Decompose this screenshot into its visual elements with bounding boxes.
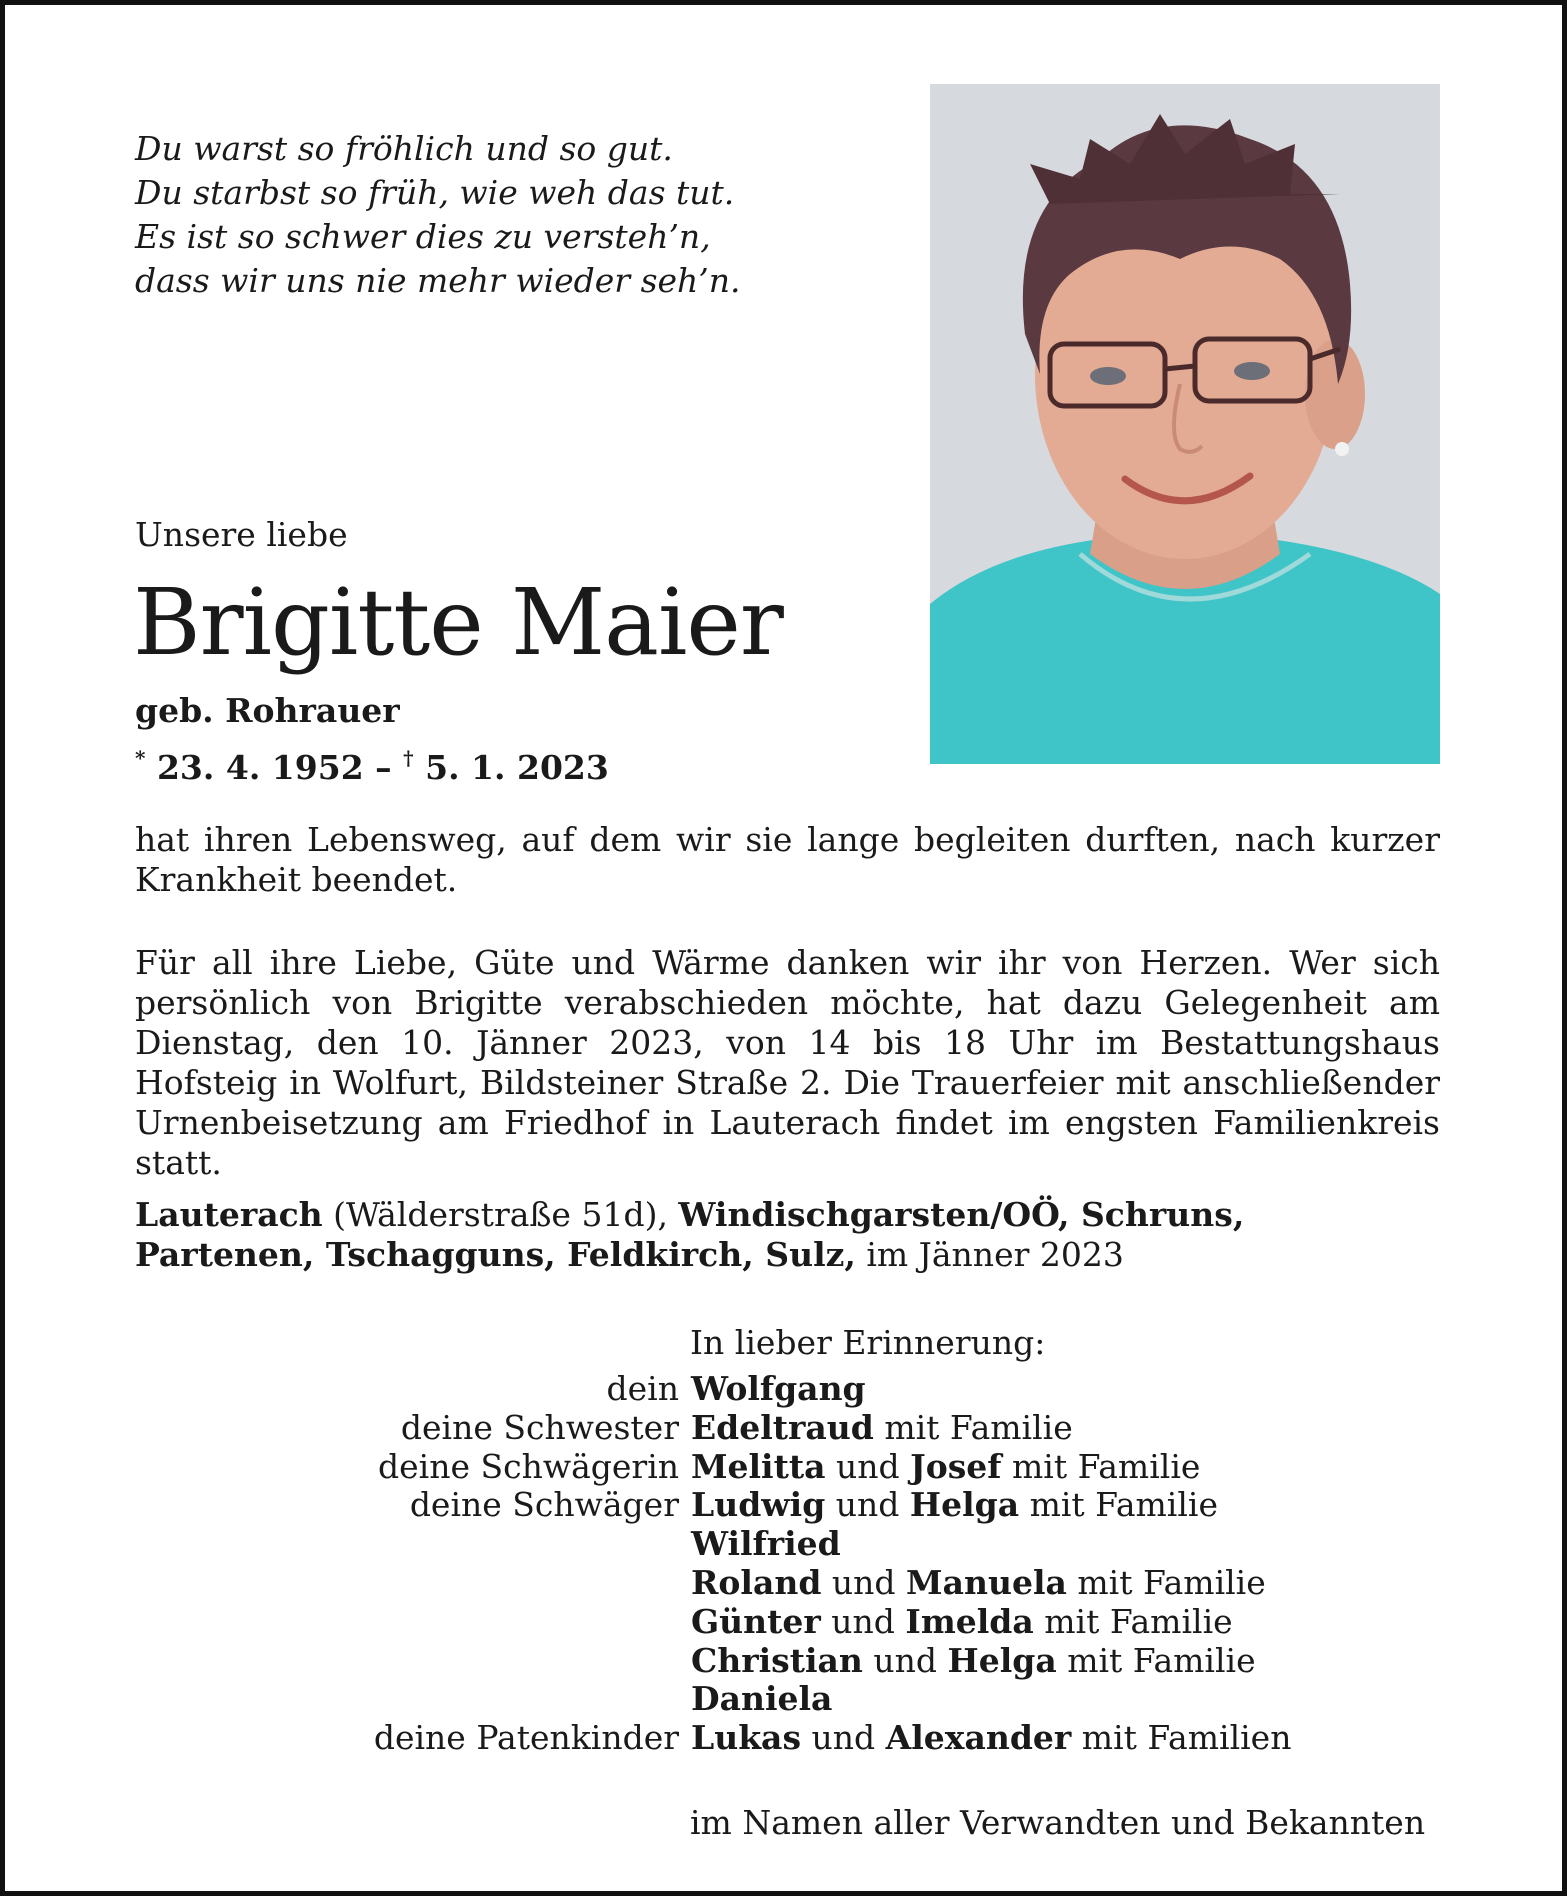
family-member-name: Wolfgang	[691, 1369, 866, 1408]
family-member-name: Roland	[691, 1562, 822, 1602]
places-line-1	[135, 1195, 1244, 1235]
family-row	[205, 1564, 1291, 1603]
family-connector: und	[801, 1718, 886, 1758]
family-members	[691, 1642, 1256, 1681]
family-relation	[205, 1564, 691, 1603]
family-member-name: Günter	[691, 1601, 821, 1641]
maiden-name: geb. Rohrauer	[135, 691, 400, 730]
death-symbol: †	[403, 746, 414, 770]
family-member-name: Manuela	[906, 1562, 1067, 1602]
family-connector: und	[825, 1485, 910, 1525]
family-row	[205, 1486, 1291, 1525]
family-member-name: Josef	[910, 1446, 1002, 1486]
family-connector: mit Familien	[1071, 1718, 1292, 1758]
family-row	[205, 1525, 1291, 1564]
family-row	[205, 1409, 1291, 1448]
paragraph-farewell: Für all ihre Liebe, Güte und Wärme danken wir ihr von Herzen. Wer sich persönlich von Brigitte verabschieden möchte, hat dazu Gelegenheit am Dienstag, den 10. Jänner 2023, von 14 bis 18 Uhr im Bestattungshaus Hofsteig in Wolfurt, Bildsteiner Straße 2. Die Trauerfeier mit anschließender Urnenbeisetzung am Friedhof in Lauterach findet im engsten Familienkreis statt.	[135, 943, 1440, 1182]
family-relation: deine Schwägerin	[378, 1446, 679, 1486]
family-members	[691, 1719, 1291, 1758]
paragraph-life: hat ihren Lebensweg, auf dem wir sie lange begleiten durften, nach kurzer Krankheit beendet.	[135, 820, 1440, 899]
place-date: im Jänner 2023	[855, 1235, 1124, 1274]
family-connector: mit Familie	[1066, 1562, 1266, 1602]
birth-date: 23. 4. 1952	[156, 748, 364, 787]
family-member-name: Wilfried	[691, 1524, 841, 1564]
family-relation	[205, 1680, 691, 1719]
poem-line: Es ist so schwer dies zu versteh’n,	[135, 217, 711, 256]
memory-heading: In lieber Erinnerung:	[690, 1323, 1046, 1362]
family-connector: mit Familie	[1056, 1640, 1256, 1680]
family-members	[691, 1448, 1200, 1487]
family-member-name: Daniela	[691, 1679, 833, 1719]
family-member-name: Alexander	[885, 1718, 1072, 1758]
family-member-name: Lukas	[691, 1718, 802, 1758]
family-connector: und	[825, 1446, 911, 1486]
place-town: Lauterach	[135, 1195, 323, 1234]
family-row	[205, 1603, 1291, 1642]
family-members	[691, 1409, 1073, 1448]
family-row	[205, 1680, 1291, 1719]
family-members	[691, 1486, 1218, 1525]
family-connector: mit Familie	[1001, 1446, 1201, 1486]
family-connector: und	[820, 1601, 906, 1641]
family-relation: deine Patenkinder	[373, 1718, 679, 1758]
poem-line: Du starbst so früh, wie weh das tut.	[135, 173, 735, 212]
portrait-photo	[930, 84, 1440, 764]
family-relation	[205, 1603, 691, 1642]
family-members	[691, 1603, 1233, 1642]
family-connector: mit Familie	[1019, 1485, 1218, 1525]
deceased-name: Brigitte Maier	[133, 569, 783, 676]
family-member-name: Helga	[909, 1485, 1020, 1525]
family-member-name: Helga	[947, 1640, 1057, 1680]
family-members	[691, 1370, 866, 1409]
family-list	[205, 1370, 1291, 1758]
birth-symbol: *	[135, 746, 146, 770]
family-row	[205, 1448, 1291, 1487]
family-relation	[205, 1525, 691, 1564]
family-members	[691, 1564, 1266, 1603]
place-address: (Wälderstraße 51d),	[322, 1195, 679, 1234]
family-member-name: Christian	[691, 1640, 863, 1680]
family-row	[205, 1642, 1291, 1681]
family-members	[691, 1525, 841, 1564]
family-members	[691, 1680, 832, 1719]
place-others: Windischgarsten/OÖ, Schruns,	[678, 1195, 1245, 1234]
family-member-name: Ludwig	[691, 1485, 826, 1525]
family-relation: deine Schwäger	[409, 1485, 679, 1525]
family-connector: mit Familie	[873, 1407, 1073, 1447]
death-date: 5. 1. 2023	[425, 748, 609, 787]
family-member-name: Melitta	[691, 1446, 826, 1486]
family-connector: und	[821, 1562, 907, 1602]
closing-line: im Namen aller Verwandten und Bekannten	[690, 1803, 1426, 1842]
family-row	[205, 1719, 1291, 1758]
intro-text: Unsere liebe	[135, 515, 348, 554]
family-row	[205, 1370, 1291, 1409]
family-relation	[205, 1642, 691, 1681]
poem	[135, 127, 741, 303]
places	[135, 1195, 1244, 1275]
poem-line: Du warst so fröhlich und so gut.	[135, 129, 673, 168]
family-relation: deine Schwester	[400, 1407, 679, 1447]
poem-line: dass wir uns nie mehr wieder seh’n.	[135, 261, 741, 300]
family-connector: und	[862, 1640, 948, 1680]
places-line-2	[135, 1235, 1244, 1275]
family-member-name: Imelda	[905, 1601, 1034, 1641]
life-dates	[135, 737, 609, 789]
place-others: Partenen, Tschagguns, Feldkirch, Sulz,	[135, 1235, 856, 1274]
date-dash: –	[363, 748, 404, 787]
family-member-name: Edeltraud	[691, 1407, 874, 1447]
family-connector: mit Familie	[1033, 1601, 1233, 1641]
family-relation: dein	[606, 1369, 679, 1408]
